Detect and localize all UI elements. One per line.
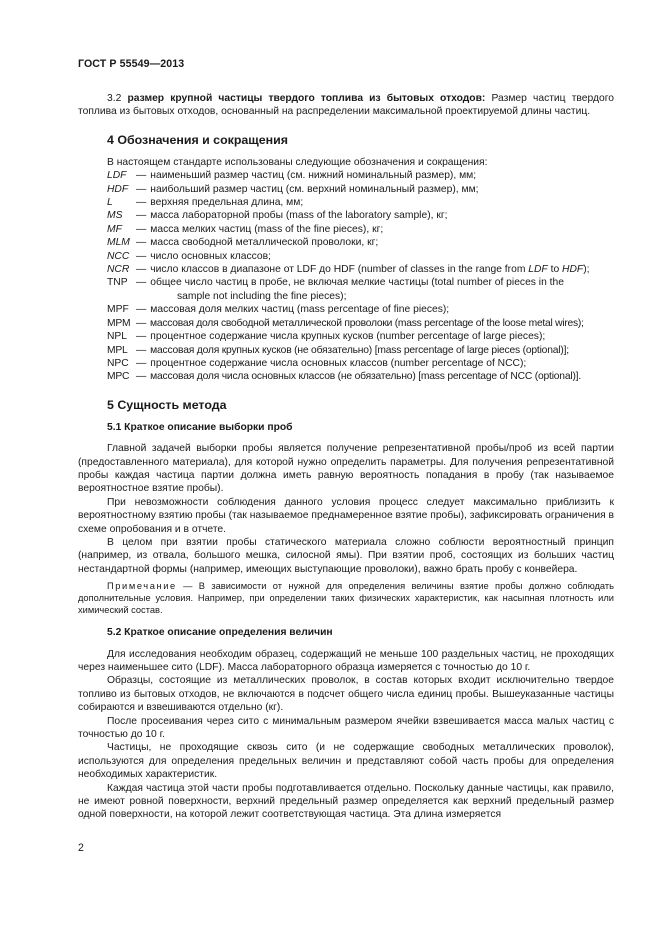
subsection-5-2-title: 5.2 Краткое описание определения величин [107, 627, 333, 639]
abbr-item-l: L — верхняя предельная длина, мм; [107, 196, 614, 209]
standard-header: ГОСТ Р 55549—2013 [78, 58, 185, 70]
abbr-item-mpf: MPF — массовая доля мелких частиц (mass percentage of fine pieces); [107, 303, 614, 316]
abbr-code: NPL [107, 331, 128, 343]
page-content [78, 92, 614, 822]
abbr-item-ms: MS — масса лабораторной пробы (mass of the laboratory sample), кг; [107, 209, 614, 222]
abbr-text: масса мелких частиц (mass of the fine pieces), кг; [150, 223, 384, 235]
abbr-code: MPC [107, 371, 130, 383]
abbr-item-mpm: MPM — массовая доля свободной металлической проволоки (mass percentage of the loose metal wires); [107, 317, 614, 330]
abbr-code: MS [107, 210, 123, 222]
abbr-item-ldf: LDF — наименьший размер частиц (см. нижний номинальный размер), мм; [107, 169, 614, 182]
abbr-text: массовая доля числа основных классов (не обязательно) [mass percentage of NCC (optional)]. [150, 371, 581, 383]
abbr-ldf-ref: LDF [528, 264, 548, 276]
abbr-item-mpc: MPC — массовая доля числа основных классов (не обязательно) [mass percentage of NCC (optional)]. [107, 370, 614, 383]
abbr-code: NCR [107, 264, 130, 276]
paragraph: В целом при взятии пробы статического материала сложно соблюсти вероятностный принцип (например, из отвала, большого мешка, силосной ямы). При взятии проб, состоящих из больших частиц нестандартной формы (например, имеющих выступающие проволоки), важно брать пробу с конвейера. [78, 536, 614, 575]
abbr-text: массовая доля свободной металлической проволоки (mass percentage of the loose metal wires); [150, 317, 584, 329]
abbr-item-mf: MF — масса мелких частиц (mass of the fine pieces), кг; [107, 223, 614, 236]
clause-3-2 [78, 92, 614, 119]
note [78, 580, 614, 616]
paragraph: Частицы, не проходящие сквозь сито (и не содержащие свободных металлических проволок), используются для определения предельных величин и представляют собой часть пробы для определения необходимых характеристик. [78, 742, 614, 781]
abbr-text: масса свободной металлической проволоки, кг; [150, 237, 379, 249]
abbr-hdf-ref: HDF [562, 264, 584, 276]
abbreviation-list [78, 169, 614, 384]
abbr-code: MPM [107, 317, 131, 329]
abbr-code: TNP [107, 277, 128, 289]
abbr-code: MPF [107, 304, 129, 316]
section-4-title: 4 Обозначения и сокращения [107, 132, 288, 147]
paragraph: Главной задачей выборки пробы является получение репрезентативной пробы/проб из всей партии (предоставленного материала), для которой нужно определить параметры. Для получения репрезентативной пробы каждая частица партии должна иметь равную вероятность попадания в пробу (так называемое вероятностное взятие пробы). [78, 443, 614, 495]
abbr-item-mpl: MPL — массовая доля крупных кусков (не обязательно) [mass percentage of large pieces (optional)]; [107, 344, 614, 357]
abbr-code: NPC [107, 357, 129, 369]
paragraph: Для исследования необходим образец, содержащий не меньше 100 раздельных частиц, не проходящих через наименьшее сито (LDF). Масса лабораторного образца измеряется с точностью до 10 г. [78, 648, 614, 673]
abbr-text: процентное содержание числа крупных кусков (number percentage of large pieces); [150, 331, 546, 343]
abbr-code: MPL [107, 344, 128, 356]
abbr-text-part: число классов в диапазоне от LDF до HDF (number of classes in the range from [150, 264, 529, 276]
abbr-code: MLM [107, 237, 130, 249]
section-4-intro: В настоящем стандарте использованы следующие обозначения и сокращения: [107, 156, 488, 168]
abbr-text: верхняя предельная длина, мм; [150, 197, 304, 209]
abbr-code: HDF [107, 183, 129, 195]
abbr-item-npc: NPC — процентное содержание числа основных классов (number percentage of NCC); [107, 357, 614, 370]
section-5-title: 5 Сущность метода [107, 397, 227, 412]
abbr-code: L [107, 197, 113, 209]
abbr-item-tnp-continued: sample not including the fine pieces); [177, 290, 347, 302]
abbr-text-part: ); [583, 264, 590, 276]
note-text: — В зависимости от нужной для определения величины взятие пробы должно соблюдать дополнительные условия. Например, при определении таких физических характеристик, как насыпная плотность или химический состав. [78, 581, 614, 616]
paragraph: После просеивания через сито с минимальным размером ячейки взвешивается масса малых частиц с точностью до 10 г. [78, 715, 614, 741]
abbr-text: наименьший размер частиц (см. нижний номинальный размер), мм; [150, 170, 477, 182]
paragraph: Каждая частица этой части пробы подготавливается отдельно. Поскольку данные частицы, как правило, не имеют ровной поверхности, верхний предельный размер определяется как верхний предельный размер одной поверхности, на которой лежит соответствующая частица. Эта длина измеряется [78, 782, 614, 821]
abbr-item-hdf: HDF — наибольший размер частиц (см. верхний номинальный размер), мм; [107, 183, 614, 196]
abbr-text: наибольший размер частиц (см. верхний номинальный размер), мм; [150, 183, 479, 195]
abbr-text: общее число частиц в пробе, не включая мелкие частицы (total number of pieces in the [150, 277, 564, 289]
paragraph: Образцы, состоящие из металлических проволок, в состав которых входит исключительно твердое топливо из бытовых отходов, не включаются в подсчет общего числа единиц пробы. Вышеуказанные частицы собираются и взвешиваются отдельно (кг). [78, 675, 614, 714]
clause-number: 3.2 [107, 93, 122, 104]
abbr-item-ncc: NCC — число основных классов; [107, 250, 614, 263]
abbr-item-mlm: MLM — масса свободной металлической проволоки, кг; [107, 236, 614, 249]
clause-term: размер крупной частицы твердого топлива из бытовых отходов: [127, 93, 486, 104]
clause-definition: Размер частиц твердого топлива из бытовых отходов, основанный на распределении максимальной проектируемой длины частиц. [78, 93, 614, 118]
abbr-text: процентное содержание числа основных классов (number percentage of NCC); [150, 357, 527, 369]
paragraph: При невозможности соблюдения данного условия процесс следует максимально приблизить к вероятностному взятию пробы (так называемое преднамеренное взятие пробы), зафиксировать ограничения в схеме опробования и в отчете. [78, 496, 614, 535]
abbr-item-npl: NPL — процентное содержание числа крупных кусков (number percentage of large pieces); [107, 330, 614, 343]
abbr-code: MF [107, 223, 122, 235]
note-label: Примечание [107, 581, 177, 592]
abbr-text: массовая доля мелких частиц (mass percentage of fine pieces); [150, 304, 450, 316]
abbr-code: NCC [107, 250, 130, 262]
abbr-text: масса лабораторной пробы (mass of the laboratory sample), кг; [150, 210, 448, 222]
abbr-item-tnp: TNP — общее число частиц в пробе, не включая мелкие частицы (total number of pieces in the [107, 276, 614, 289]
abbr-item-ncr: NCR — число классов в диапазоне от LDF до HDF (number of classes in the range from LDF to HDF); [107, 263, 614, 276]
abbr-text-part: to [547, 264, 563, 276]
abbr-code: LDF [107, 170, 127, 182]
abbr-text: число основных классов; [150, 250, 271, 262]
abbr-text: массовая доля крупных кусков (не обязательно) [mass percentage of large pieces (optional)]; [150, 344, 569, 356]
subsection-5-1-title: 5.1 Краткое описание выборки проб [107, 421, 293, 433]
abbr-text [150, 263, 614, 276]
page-number: 2 [78, 842, 84, 854]
